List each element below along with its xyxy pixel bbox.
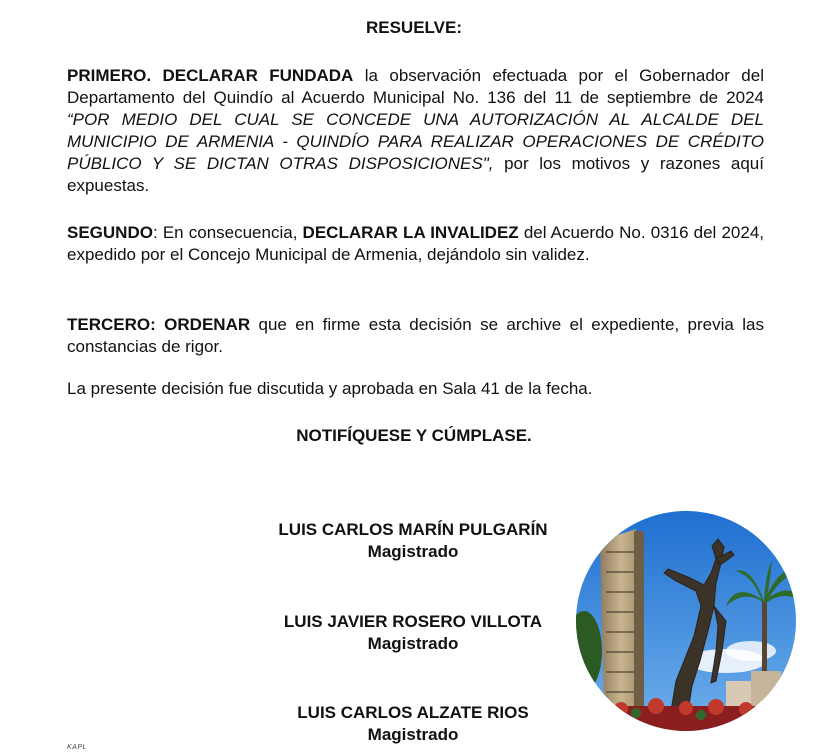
paragraph-primero xyxy=(67,65,764,197)
primero-label: PRIMERO. DECLARAR FUNDADA xyxy=(67,66,354,85)
closing-statement: La presente decisión fue discutida y aprobada en Sala 41 de la fecha. xyxy=(67,379,593,398)
segundo-text-end: del Acuerdo No. 0316 del 2024, expedido por el Concejo Municipal de Armenia, dejándolo sin validez. xyxy=(67,223,765,264)
signature-name: LUIS CARLOS MARÍN PULGARÍN xyxy=(278,520,548,539)
signature-name: LUIS CARLOS ALZATE RIOS xyxy=(297,703,529,722)
signature-block xyxy=(230,519,596,563)
monument-illustration xyxy=(576,511,796,731)
paragraph-tercero xyxy=(67,314,764,358)
signature-name: LUIS JAVIER ROSERO VILLOTA xyxy=(283,612,543,631)
notification-heading: NOTIFÍQUESE Y CÚMPLASE. xyxy=(296,426,532,445)
segundo-text: : En consecuencia, xyxy=(152,223,303,242)
tercero-text: que en firme esta decisión se archive el expediente, previa las constancias de rigor. xyxy=(67,315,764,356)
signature-block xyxy=(230,611,596,655)
resolution-heading: RESUELVE: xyxy=(365,18,463,37)
primero-quote: “POR MEDIO DEL CUAL SE CONCEDE UNA AUTORIZACIÓN AL ALCALDE DEL MUNICIPIO DE ARMENIA - QUINDÍO PARA REALIZAR OPERACIONES DE CRÉDITO PÚBLICO Y SE DICTAN OTRAS DISPOSICIONES", xyxy=(67,110,764,173)
primero-text: la observación efectuada por el Gobernador del Departamento del Quindío al Acuerdo Municipal No. 136 del 11 de septiembre de 2024 xyxy=(67,66,764,107)
armenia-monument-photo xyxy=(576,511,796,731)
author-initials: KAPL xyxy=(67,744,87,751)
tercero-label: TERCERO: ORDENAR xyxy=(67,315,251,334)
signature-role: Magistrado xyxy=(367,725,459,744)
paragraph-segundo xyxy=(67,222,764,266)
segundo-bold: DECLARAR LA INVALIDEZ xyxy=(302,223,519,242)
signature-role: Magistrado xyxy=(367,542,459,561)
primero-text-end: por los motivos y razones aquí expuestas. xyxy=(67,154,764,195)
segundo-label: SEGUNDO xyxy=(67,223,153,242)
signature-role: Magistrado xyxy=(367,634,459,653)
signature-block xyxy=(230,702,596,746)
